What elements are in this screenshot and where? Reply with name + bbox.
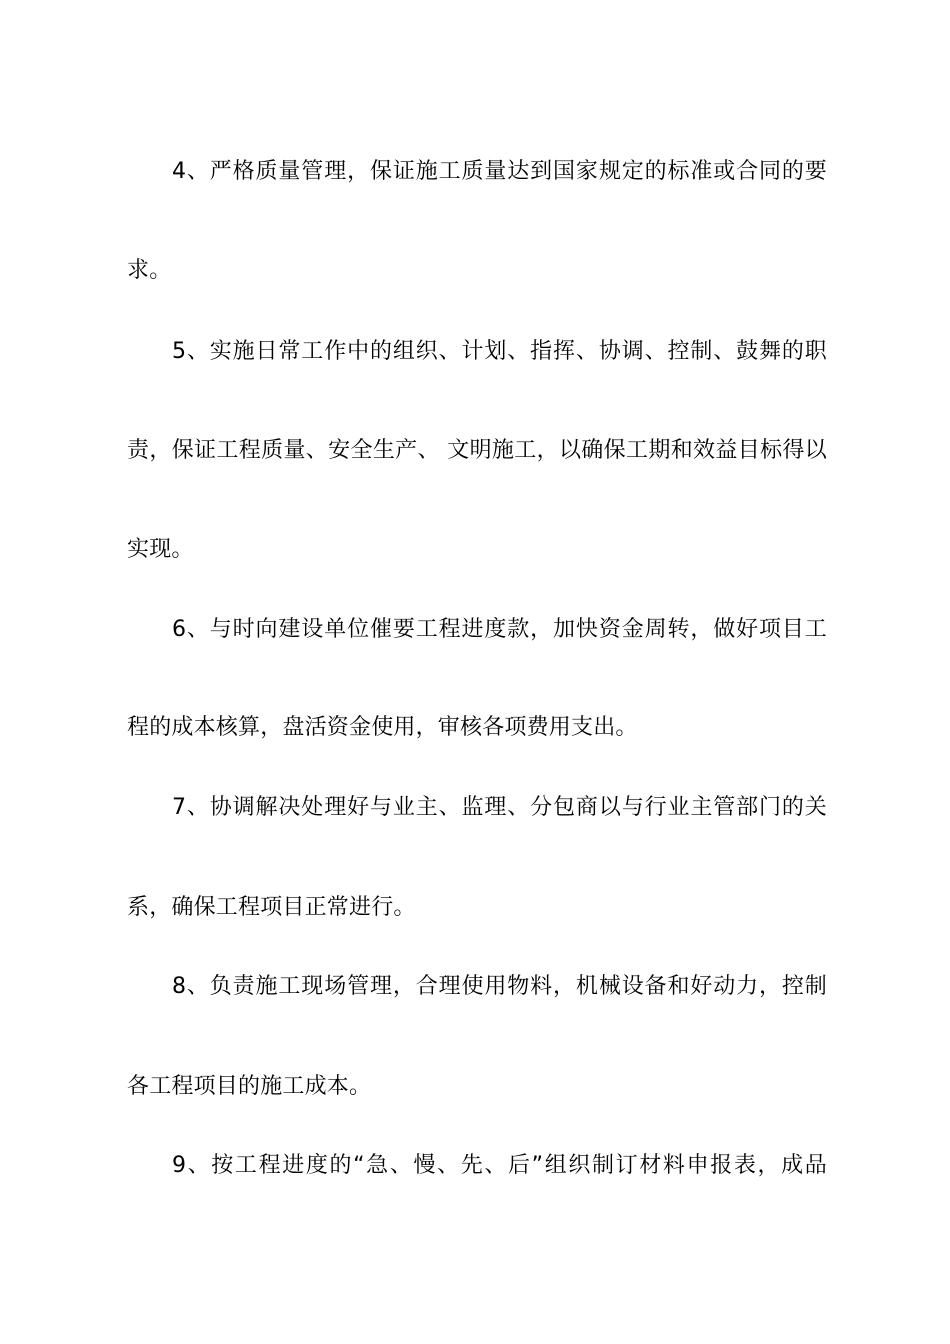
- paragraph-8-line-1: 8、负责施工现场管理，合理使用物料，机械设备和好动力，控制: [172, 974, 827, 999]
- paragraph-6-line-1: 6、与时向建设单位催要工程进度款，加快资金周转，做好项目工: [172, 617, 827, 642]
- paragraph-5-line-3: 实现。: [127, 537, 194, 562]
- paragraph-9-line-1: 9、按工程进度的“急、慢、先、后”组织制订材料申报表，成品: [172, 1153, 827, 1178]
- paragraph-8-line-2: 各工程项目的施工成本。: [127, 1074, 372, 1099]
- paragraph-5-line-2: 责，保证工程质量、安全生产、 文明施工，以确保工期和效益目标得以: [127, 438, 827, 463]
- paragraph-6-line-2: 程的成本核算，盘活资金使用，审核各项费用支出。: [127, 715, 638, 740]
- paragraph-7-line-1: 7、协调解决处理好与业主、监理、分包商以与行业主管部门的关: [172, 795, 827, 820]
- paragraph-7-line-2: 系，确保工程项目正常进行。: [127, 895, 416, 920]
- paragraph-4-line-2: 求。: [127, 258, 172, 283]
- paragraph-5-line-1: 5、实施日常工作中的组织、计划、指挥、协调、控制、鼓舞的职: [172, 339, 827, 364]
- paragraph-4-line-1: 4、严格质量管理，保证施工质量达到国家规定的标准或合同的要: [172, 159, 827, 184]
